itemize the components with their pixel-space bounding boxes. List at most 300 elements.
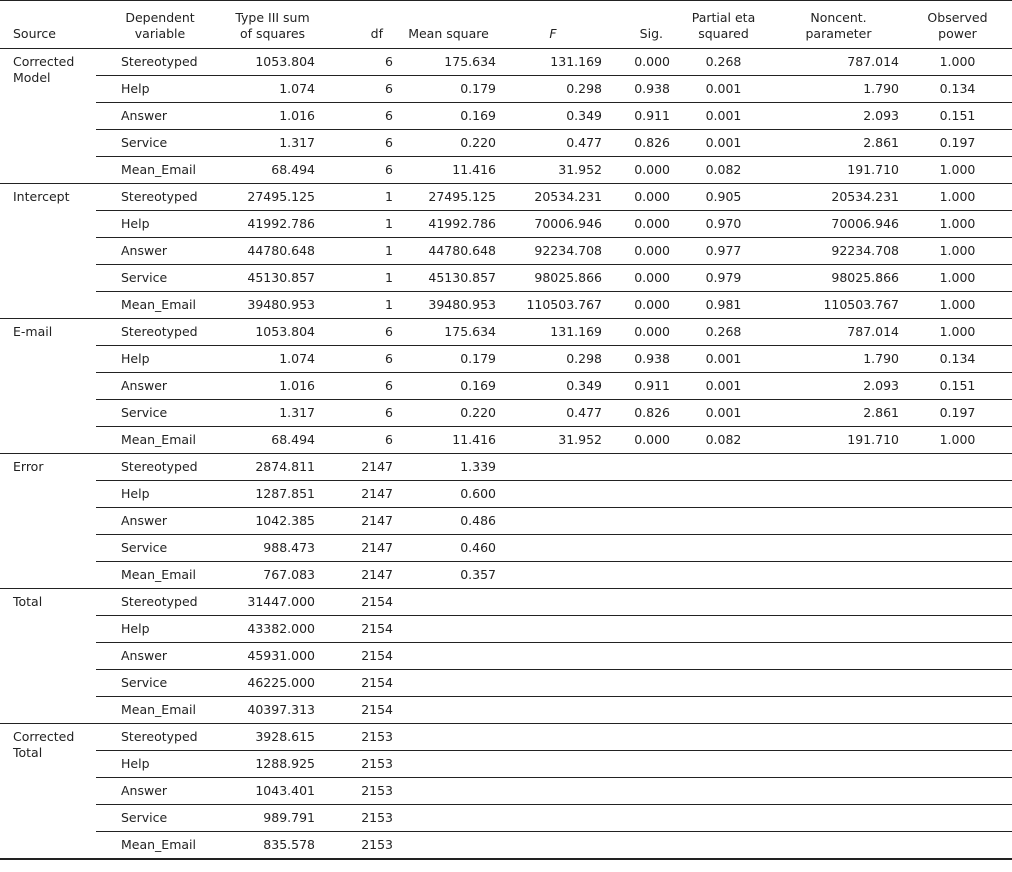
cell-observed-power <box>903 778 1012 805</box>
cell-mean-square <box>397 616 500 643</box>
cell-sig <box>606 562 673 589</box>
cell-partial-eta: 0.001 <box>705 378 742 393</box>
cell-partial-eta <box>673 589 774 616</box>
cell-partial-eta: 0.001 <box>705 405 742 420</box>
cell-partial-eta <box>673 508 774 535</box>
cell-df: 6 <box>385 54 393 69</box>
cell-df: 1 <box>385 297 393 312</box>
cell-type3-ss: 68.494 <box>271 432 315 447</box>
cell-noncent: 1.790 <box>863 81 899 96</box>
cell-df: 2153 <box>361 837 393 852</box>
table-row <box>0 697 1012 724</box>
cell-type3-ss: 46225.000 <box>247 675 315 690</box>
cell-source: Corrected Model <box>13 54 75 85</box>
cell-observed-power <box>903 562 1012 589</box>
cell-observed-power: 0.151 <box>939 108 976 123</box>
cell-f <box>500 778 606 805</box>
cell-type3-ss: 27495.125 <box>247 189 315 204</box>
cell-mean-square <box>397 805 500 832</box>
cell-partial-eta: 0.981 <box>705 297 742 312</box>
cell-f: 31.952 <box>558 432 602 447</box>
cell-sig <box>606 751 673 778</box>
cell-df: 2153 <box>361 783 393 798</box>
cell-type3-ss: 1288.925 <box>255 756 315 771</box>
cell-noncent <box>774 508 903 535</box>
cell-sig <box>606 616 673 643</box>
cell-sig: 0.000 <box>634 324 670 339</box>
cell-mean-square: 0.220 <box>460 135 496 150</box>
cell-partial-eta: 0.977 <box>705 243 742 258</box>
cell-observed-power: 0.151 <box>939 378 976 393</box>
cell-df: 2154 <box>361 702 393 717</box>
cell-dependent-variable: Stereotyped <box>121 189 198 204</box>
cell-sig <box>606 724 673 751</box>
cell-dependent-variable: Service <box>121 540 168 555</box>
cell-df: 1 <box>385 216 393 231</box>
cell-dependent-variable: Help <box>121 486 150 501</box>
cell-dependent-variable: Mean_Email <box>121 432 196 447</box>
cell-f <box>500 643 606 670</box>
cell-f <box>500 508 606 535</box>
cell-mean-square: 0.179 <box>460 81 496 96</box>
cell-f: 20534.231 <box>534 189 602 204</box>
cell-mean-square: 0.486 <box>460 513 496 528</box>
table-row <box>0 454 1012 481</box>
cell-sig: 0.826 <box>634 135 670 150</box>
cell-observed-power <box>903 616 1012 643</box>
cell-f <box>500 562 606 589</box>
cell-f: 131.169 <box>550 54 602 69</box>
cell-partial-eta: 0.905 <box>705 189 742 204</box>
cell-partial-eta <box>673 535 774 562</box>
cell-partial-eta: 0.082 <box>705 162 742 177</box>
cell-noncent <box>774 562 903 589</box>
cell-dependent-variable: Answer <box>121 243 168 258</box>
cell-f <box>500 697 606 724</box>
cell-dependent-variable: Stereotyped <box>121 594 198 609</box>
table-row <box>0 751 1012 778</box>
cell-mean-square <box>397 670 500 697</box>
cell-sig <box>606 535 673 562</box>
cell-type3-ss: 1.016 <box>279 378 315 393</box>
cell-type3-ss: 45130.857 <box>247 270 315 285</box>
cell-type3-ss: 1053.804 <box>255 54 315 69</box>
cell-mean-square: 0.220 <box>460 405 496 420</box>
cell-mean-square: 0.169 <box>460 378 496 393</box>
table-row <box>0 265 1012 292</box>
cell-noncent <box>774 454 903 481</box>
header-mean-square: Mean square <box>397 1 500 49</box>
cell-type3-ss: 1.016 <box>279 108 315 123</box>
cell-partial-eta <box>673 616 774 643</box>
cell-noncent: 2.093 <box>863 378 899 393</box>
cell-df: 1 <box>385 270 393 285</box>
cell-dependent-variable: Answer <box>121 783 168 798</box>
cell-df: 6 <box>385 324 393 339</box>
cell-noncent: 98025.866 <box>831 270 899 285</box>
cell-mean-square: 41992.786 <box>428 216 496 231</box>
cell-sig <box>606 805 673 832</box>
cell-sig: 0.000 <box>634 432 670 447</box>
cell-partial-eta <box>673 724 774 751</box>
cell-noncent: 191.710 <box>847 162 899 177</box>
cell-dependent-variable: Answer <box>121 378 168 393</box>
cell-df: 1 <box>385 243 393 258</box>
cell-type3-ss: 68.494 <box>271 162 315 177</box>
cell-noncent: 2.861 <box>863 405 899 420</box>
cell-sig <box>606 454 673 481</box>
cell-partial-eta: 0.001 <box>705 108 742 123</box>
table-row <box>0 832 1012 860</box>
cell-df: 2154 <box>361 621 393 636</box>
table-row <box>0 427 1012 454</box>
cell-mean-square <box>397 589 500 616</box>
cell-mean-square: 0.357 <box>460 567 496 582</box>
cell-type3-ss: 43382.000 <box>247 621 315 636</box>
cell-observed-power: 0.134 <box>939 351 976 366</box>
cell-df: 2147 <box>361 540 393 555</box>
cell-sig <box>606 643 673 670</box>
cell-source: Corrected Total <box>13 729 75 760</box>
cell-type3-ss: 1.074 <box>279 81 315 96</box>
cell-f: 92234.708 <box>534 243 602 258</box>
cell-dependent-variable: Help <box>121 756 150 771</box>
table-row <box>0 103 1012 130</box>
cell-dependent-variable: Mean_Email <box>121 837 196 852</box>
cell-source: Error <box>13 459 44 474</box>
header-type3-ss: Type III sum of squares <box>224 1 321 49</box>
cell-dependent-variable: Answer <box>121 648 168 663</box>
cell-dependent-variable: Service <box>121 675 168 690</box>
cell-df: 6 <box>385 405 393 420</box>
cell-dependent-variable: Service <box>121 135 168 150</box>
cell-noncent: 110503.767 <box>823 297 899 312</box>
cell-type3-ss: 989.791 <box>263 810 315 825</box>
cell-partial-eta <box>673 697 774 724</box>
cell-dependent-variable: Answer <box>121 108 168 123</box>
table-header <box>0 1 1012 49</box>
table-row <box>0 184 1012 211</box>
cell-observed-power <box>903 508 1012 535</box>
cell-df: 2154 <box>361 675 393 690</box>
cell-sig <box>606 481 673 508</box>
cell-partial-eta <box>673 643 774 670</box>
cell-dependent-variable: Mean_Email <box>121 702 196 717</box>
cell-mean-square: 39480.953 <box>428 297 496 312</box>
cell-mean-square: 1.339 <box>460 459 496 474</box>
cell-f <box>500 724 606 751</box>
cell-dependent-variable: Service <box>121 810 168 825</box>
cell-partial-eta <box>673 481 774 508</box>
cell-mean-square: 44780.648 <box>428 243 496 258</box>
cell-observed-power <box>903 805 1012 832</box>
cell-dependent-variable: Answer <box>121 513 168 528</box>
cell-sig: 0.911 <box>634 108 670 123</box>
cell-type3-ss: 835.578 <box>263 837 315 852</box>
cell-noncent: 70006.946 <box>831 216 899 231</box>
cell-dependent-variable: Help <box>121 621 150 636</box>
cell-observed-power <box>903 751 1012 778</box>
cell-df: 2147 <box>361 459 393 474</box>
cell-noncent <box>774 535 903 562</box>
cell-sig: 0.000 <box>634 189 670 204</box>
cell-df: 6 <box>385 432 393 447</box>
cell-type3-ss: 45931.000 <box>247 648 315 663</box>
cell-df: 2147 <box>361 513 393 528</box>
cell-type3-ss: 39480.953 <box>247 297 315 312</box>
table-row <box>0 346 1012 373</box>
cell-sig <box>606 697 673 724</box>
cell-observed-power: 1.000 <box>939 243 976 258</box>
cell-f: 98025.866 <box>534 270 602 285</box>
header-f: F <box>500 1 606 49</box>
cell-observed-power: 1.000 <box>939 297 976 312</box>
cell-sig: 0.938 <box>634 81 670 96</box>
cell-df: 6 <box>385 351 393 366</box>
cell-mean-square: 11.416 <box>452 162 496 177</box>
cell-f <box>500 670 606 697</box>
cell-observed-power <box>903 724 1012 751</box>
cell-f: 0.349 <box>566 108 602 123</box>
cell-dependent-variable: Stereotyped <box>121 729 198 744</box>
cell-observed-power <box>903 697 1012 724</box>
cell-type3-ss: 3928.615 <box>255 729 315 744</box>
table-row <box>0 778 1012 805</box>
cell-f: 0.298 <box>566 81 602 96</box>
cell-partial-eta: 0.979 <box>705 270 742 285</box>
cell-observed-power: 0.134 <box>939 81 976 96</box>
cell-mean-square <box>397 751 500 778</box>
table-row <box>0 49 1012 76</box>
cell-mean-square: 0.460 <box>460 540 496 555</box>
cell-f <box>500 589 606 616</box>
cell-f <box>500 454 606 481</box>
cell-df: 2147 <box>361 567 393 582</box>
table-row <box>0 805 1012 832</box>
cell-type3-ss: 41992.786 <box>247 216 315 231</box>
cell-type3-ss: 1043.401 <box>255 783 315 798</box>
cell-observed-power <box>903 454 1012 481</box>
cell-source: Total <box>13 594 43 609</box>
cell-type3-ss: 31447.000 <box>247 594 315 609</box>
cell-f: 131.169 <box>550 324 602 339</box>
cell-partial-eta: 0.001 <box>705 135 742 150</box>
cell-f <box>500 805 606 832</box>
cell-observed-power: 1.000 <box>939 189 976 204</box>
table-row <box>0 319 1012 346</box>
cell-noncent <box>774 832 903 860</box>
cell-dependent-variable: Stereotyped <box>121 54 198 69</box>
cell-f: 0.477 <box>566 135 602 150</box>
cell-noncent <box>774 670 903 697</box>
cell-mean-square: 0.169 <box>460 108 496 123</box>
cell-sig: 0.938 <box>634 351 670 366</box>
table-row <box>0 562 1012 589</box>
cell-f <box>500 751 606 778</box>
cell-sig: 0.911 <box>634 378 670 393</box>
cell-sig <box>606 589 673 616</box>
cell-mean-square: 175.634 <box>444 54 496 69</box>
cell-sig: 0.000 <box>634 162 670 177</box>
cell-dependent-variable: Service <box>121 270 168 285</box>
cell-source: Intercept <box>13 189 70 204</box>
table-row <box>0 724 1012 751</box>
cell-type3-ss: 767.083 <box>263 567 315 582</box>
header-df: df <box>321 1 397 49</box>
cell-observed-power: 0.197 <box>939 135 976 150</box>
cell-noncent <box>774 724 903 751</box>
cell-observed-power: 1.000 <box>939 216 976 231</box>
cell-dependent-variable: Stereotyped <box>121 459 198 474</box>
cell-type3-ss: 1053.804 <box>255 324 315 339</box>
cell-observed-power <box>903 670 1012 697</box>
cell-df: 6 <box>385 81 393 96</box>
cell-noncent <box>774 589 903 616</box>
table-row <box>0 211 1012 238</box>
cell-noncent <box>774 778 903 805</box>
cell-noncent <box>774 643 903 670</box>
cell-dependent-variable: Service <box>121 405 168 420</box>
cell-partial-eta: 0.268 <box>705 54 742 69</box>
cell-partial-eta <box>673 562 774 589</box>
cell-noncent: 2.093 <box>863 108 899 123</box>
cell-mean-square: 27495.125 <box>428 189 496 204</box>
table-row <box>0 616 1012 643</box>
cell-partial-eta: 0.082 <box>705 432 742 447</box>
cell-sig: 0.000 <box>634 54 670 69</box>
cell-type3-ss: 1042.385 <box>255 513 315 528</box>
cell-observed-power: 1.000 <box>939 162 976 177</box>
table-row <box>0 535 1012 562</box>
cell-noncent <box>774 697 903 724</box>
cell-sig: 0.826 <box>634 405 670 420</box>
table-row <box>0 670 1012 697</box>
cell-df: 6 <box>385 108 393 123</box>
cell-partial-eta <box>673 751 774 778</box>
cell-observed-power: 1.000 <box>939 54 976 69</box>
cell-dependent-variable: Help <box>121 351 150 366</box>
cell-noncent: 787.014 <box>847 324 899 339</box>
cell-partial-eta <box>673 832 774 860</box>
table-row <box>0 643 1012 670</box>
cell-mean-square: 11.416 <box>452 432 496 447</box>
cell-df: 6 <box>385 162 393 177</box>
cell-observed-power: 0.197 <box>939 405 976 420</box>
cell-sig: 0.000 <box>634 270 670 285</box>
header-partial-eta: Partial eta squared <box>673 1 774 49</box>
cell-mean-square <box>397 778 500 805</box>
cell-df: 2147 <box>361 486 393 501</box>
cell-sig <box>606 778 673 805</box>
cell-noncent <box>774 616 903 643</box>
cell-partial-eta: 0.268 <box>705 324 742 339</box>
cell-f: 0.298 <box>566 351 602 366</box>
cell-noncent <box>774 805 903 832</box>
cell-noncent <box>774 481 903 508</box>
cell-partial-eta <box>673 778 774 805</box>
cell-observed-power <box>903 535 1012 562</box>
cell-type3-ss: 1.317 <box>279 135 315 150</box>
cell-source: E-mail <box>13 324 53 339</box>
cell-sig: 0.000 <box>634 216 670 231</box>
cell-df: 2153 <box>361 810 393 825</box>
cell-type3-ss: 1287.851 <box>255 486 315 501</box>
table-row <box>0 157 1012 184</box>
cell-partial-eta: 0.001 <box>705 81 742 96</box>
table-row <box>0 292 1012 319</box>
header-dependent-variable: Dependent variable <box>96 1 224 49</box>
cell-mean-square: 0.179 <box>460 351 496 366</box>
cell-df: 2154 <box>361 594 393 609</box>
cell-f: 31.952 <box>558 162 602 177</box>
cell-type3-ss: 988.473 <box>263 540 315 555</box>
cell-df: 6 <box>385 135 393 150</box>
cell-noncent: 92234.708 <box>831 243 899 258</box>
cell-df: 6 <box>385 378 393 393</box>
cell-f: 0.477 <box>566 405 602 420</box>
cell-sig: 0.000 <box>634 297 670 312</box>
table-row <box>0 238 1012 265</box>
cell-noncent: 1.790 <box>863 351 899 366</box>
table-row <box>0 76 1012 103</box>
cell-mean-square: 175.634 <box>444 324 496 339</box>
cell-f <box>500 832 606 860</box>
cell-type3-ss: 1.317 <box>279 405 315 420</box>
cell-sig <box>606 832 673 860</box>
cell-dependent-variable: Mean_Email <box>121 567 196 582</box>
cell-partial-eta: 0.001 <box>705 351 742 366</box>
table-row <box>0 400 1012 427</box>
cell-f: 110503.767 <box>526 297 602 312</box>
cell-mean-square <box>397 643 500 670</box>
cell-f <box>500 481 606 508</box>
cell-observed-power <box>903 643 1012 670</box>
cell-dependent-variable: Help <box>121 81 150 96</box>
cell-sig: 0.000 <box>634 243 670 258</box>
cell-partial-eta <box>673 670 774 697</box>
cell-observed-power: 1.000 <box>939 432 976 447</box>
cell-f <box>500 616 606 643</box>
cell-noncent: 191.710 <box>847 432 899 447</box>
cell-observed-power: 1.000 <box>939 270 976 285</box>
cell-dependent-variable: Mean_Email <box>121 162 196 177</box>
table-row <box>0 130 1012 157</box>
table-row <box>0 589 1012 616</box>
cell-partial-eta <box>673 454 774 481</box>
cell-dependent-variable: Mean_Email <box>121 297 196 312</box>
cell-type3-ss: 2874.811 <box>255 459 315 474</box>
cell-observed-power <box>903 832 1012 860</box>
cell-noncent: 2.861 <box>863 135 899 150</box>
cell-type3-ss: 44780.648 <box>247 243 315 258</box>
cell-observed-power <box>903 481 1012 508</box>
table-row <box>0 373 1012 400</box>
cell-sig <box>606 670 673 697</box>
table-row <box>0 508 1012 535</box>
header-noncent: Noncent. parameter <box>774 1 903 49</box>
cell-df: 2153 <box>361 729 393 744</box>
cell-dependent-variable: Help <box>121 216 150 231</box>
table-row <box>0 481 1012 508</box>
cell-partial-eta <box>673 805 774 832</box>
cell-df: 2153 <box>361 756 393 771</box>
cell-observed-power: 1.000 <box>939 324 976 339</box>
header-observed-power: Observed power <box>903 1 1012 49</box>
cell-mean-square <box>397 697 500 724</box>
cell-noncent: 20534.231 <box>831 189 899 204</box>
cell-df: 1 <box>385 189 393 204</box>
cell-df: 2154 <box>361 648 393 663</box>
